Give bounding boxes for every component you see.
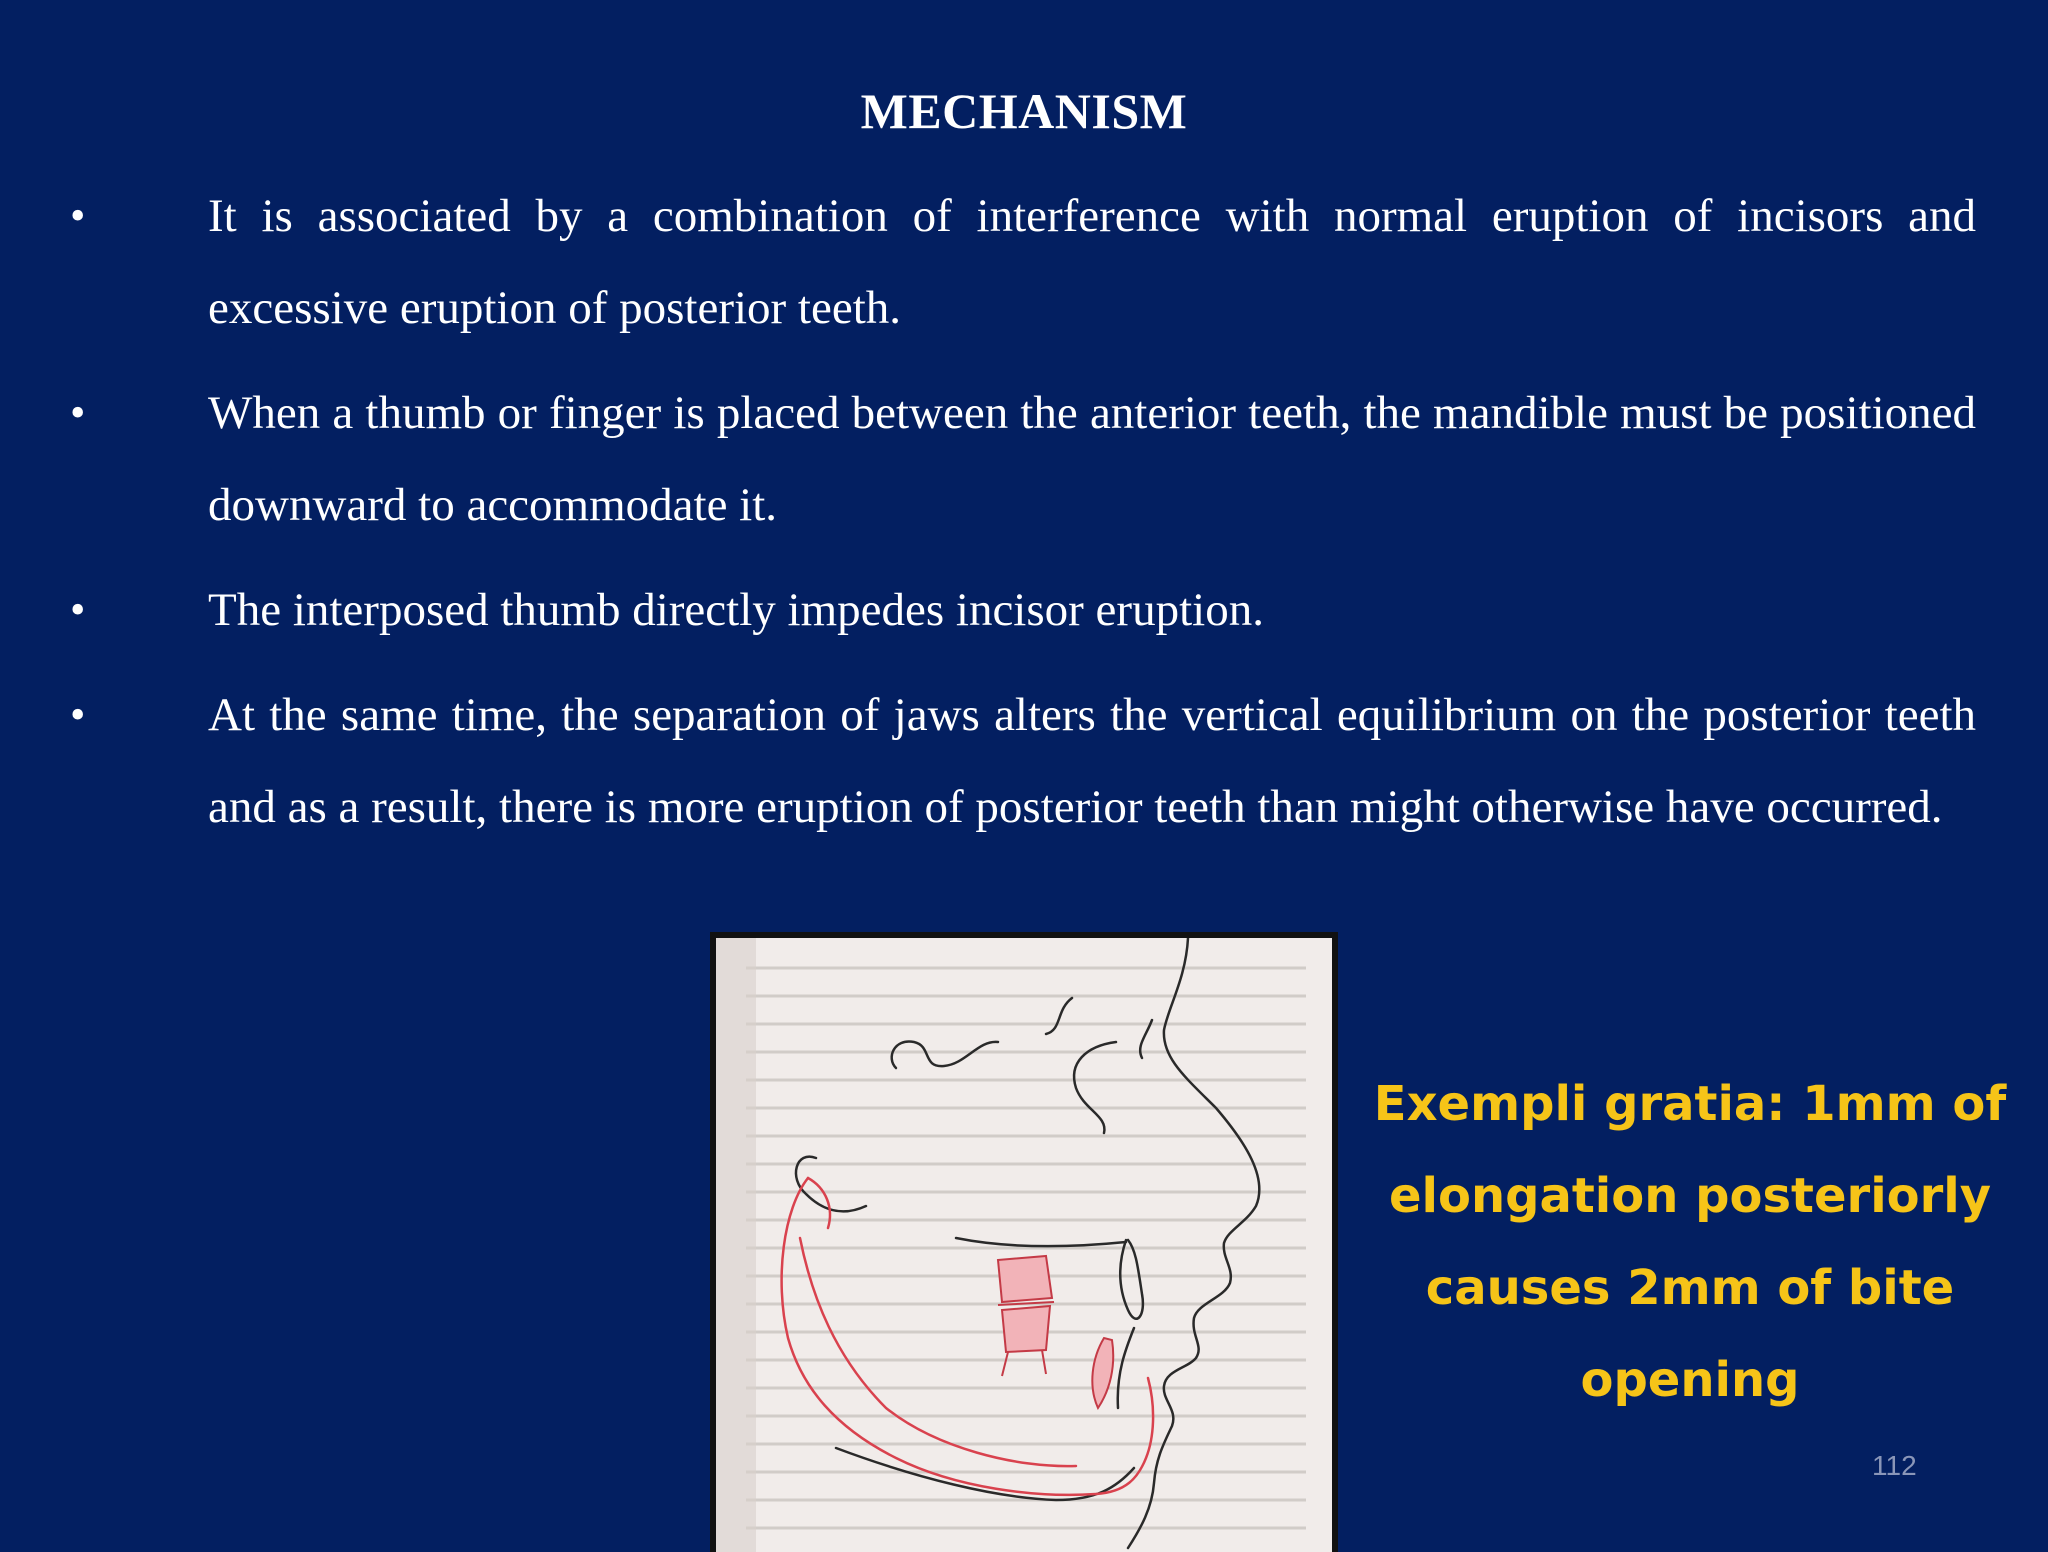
slide-title: MECHANISM [860, 83, 1188, 139]
bullet-text: At the same time, the separation of jaws alters the vertical equilibrium on the posterior teeth and as a result, there is more eruption of posterior teeth than might otherwise have occurred. [208, 689, 1976, 833]
bullet-icon: • [70, 191, 86, 240]
cephalometric-tracing-icon [716, 938, 1332, 1552]
page-number: 112 [1872, 1450, 1917, 1481]
cephalometric-figure [710, 932, 1338, 1552]
figure-paper [716, 938, 1332, 1552]
bullet-icon: • [70, 388, 86, 437]
posterior-teeth-block [998, 1256, 1054, 1376]
callout-text: Exempli gratia: 1mm of elongation posteriorly causes 2mm of bite opening [1373, 1076, 2007, 1408]
bullet-text: The interposed thumb directly impedes incisor eruption. [208, 584, 1264, 636]
bullet-text: It is associated by a combination of interference with normal eruption of incisors and excessive eruption of posterior teeth. [208, 190, 1976, 334]
bullet-icon: • [70, 690, 86, 739]
bullet-text: When a thumb or finger is placed between the anterior teeth, the mandible must be positioned downward to accommodate it. [208, 387, 1976, 531]
bullet-icon: • [70, 585, 86, 634]
